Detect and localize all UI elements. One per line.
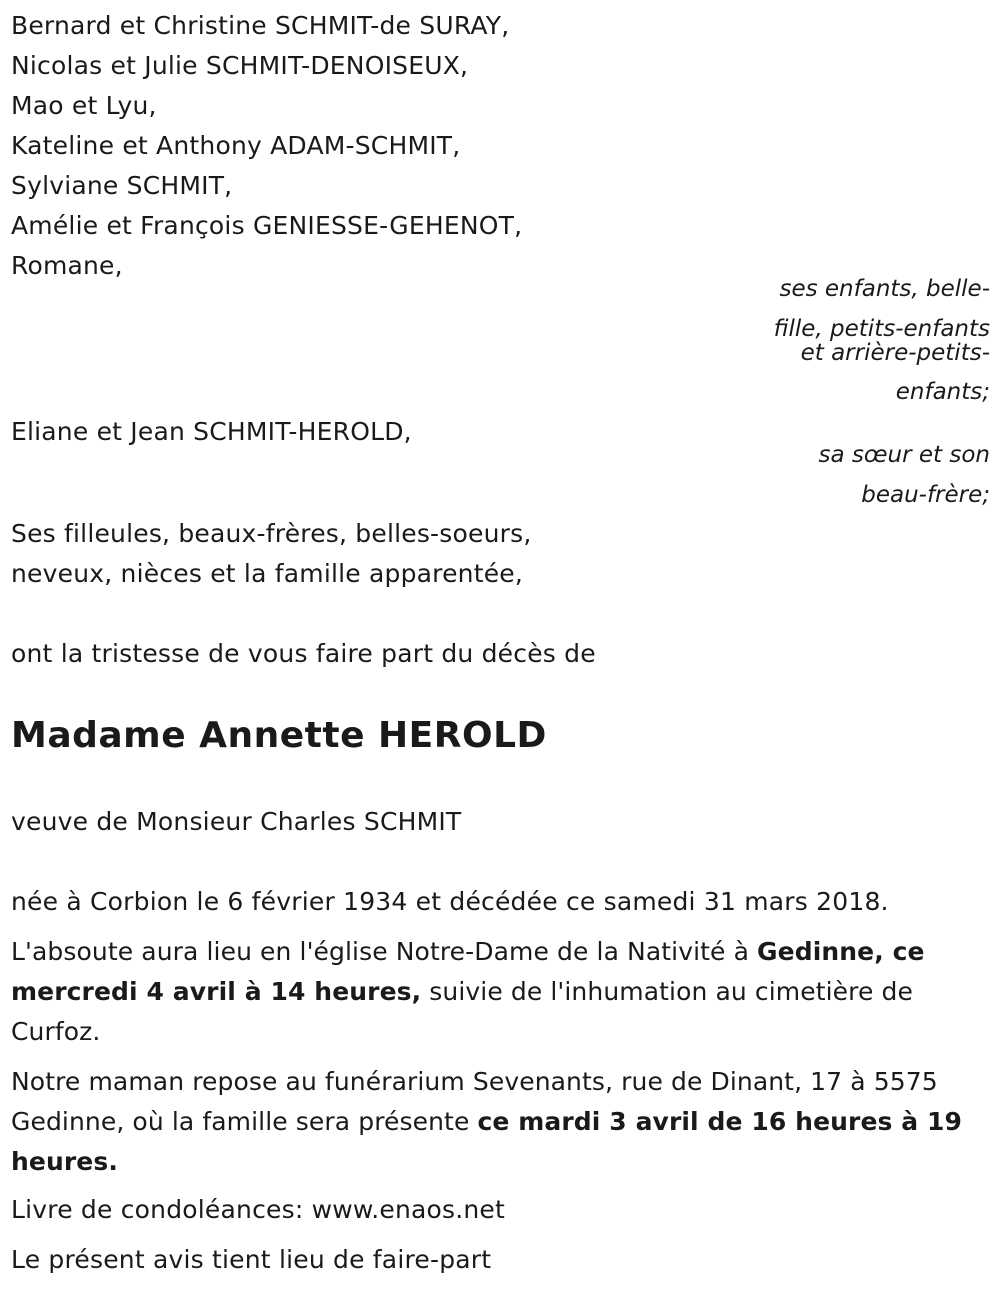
widow-of-text: veuve de Monsieur Charles SCHMIT [11, 807, 462, 836]
family-line-7: Romane, [11, 251, 123, 280]
relation-children-line-4: enfants; [895, 379, 990, 405]
condolences-text: Livre de condoléances: www.enaos.net [11, 1195, 506, 1224]
others-line-2: neveux, nièces et la famille apparentée, [11, 559, 524, 588]
deceased-name: Madame Annette HEROLD [11, 715, 547, 756]
notice-text: Le présent avis tient lieu de faire-part [11, 1245, 492, 1274]
family-line-5: Sylviane SCHMIT, [11, 171, 233, 200]
sibling-line: Eliane et Jean SCHMIT-HEROLD, [11, 417, 412, 446]
ceremony-suffix: suivie de l'inhumation au cimetière de Curfoz. [11, 977, 913, 1046]
birth-death-text: née à Corbion le 6 février 1934 et décédée ce samedi 31 mars 2018. [11, 887, 889, 916]
visitation-date: ce mardi 3 avril de 16 heures à 19 heures. [11, 1107, 963, 1176]
family-line-2: Nicolas et Julie SCHMIT-DENOISEUX, [11, 51, 469, 80]
relation-children-line-2: fille, petits-enfants [773, 316, 990, 342]
ceremony-prefix: L'absoute aura lieu en l'église Notre-Dame de la Nativité à [11, 937, 758, 966]
ceremony-paragraph [11, 932, 986, 1052]
visitation-paragraph [11, 1062, 986, 1182]
relation-children-line-1: ses enfants, belle- [779, 276, 990, 302]
visitation-prefix: Notre maman repose au funérarium Sevenants, rue de Dinant, 17 à 5575 Gedinne, où la famille sera présente [11, 1067, 938, 1136]
relation-children-line-3: et arrière-petits- [800, 340, 990, 366]
family-line-1: Bernard et Christine SCHMIT-de SURAY, [11, 11, 510, 40]
family-line-3: Mao et Lyu, [11, 91, 157, 120]
family-line-6: Amélie et François GENIESSE-GEHENOT, [11, 211, 523, 240]
others-line-1: Ses filleules, beaux-frères, belles-soeurs, [11, 519, 532, 548]
ceremony-date: Gedinne, ce mercredi 4 avril à 14 heures, [11, 937, 925, 1006]
relation-sibling-line-1: sa sœur et son [818, 442, 990, 468]
announcement-text: ont la tristesse de vous faire part du décès de [11, 639, 596, 668]
relation-sibling-line-2: beau-frère; [861, 482, 990, 508]
family-line-4: Kateline et Anthony ADAM-SCHMIT, [11, 131, 461, 160]
